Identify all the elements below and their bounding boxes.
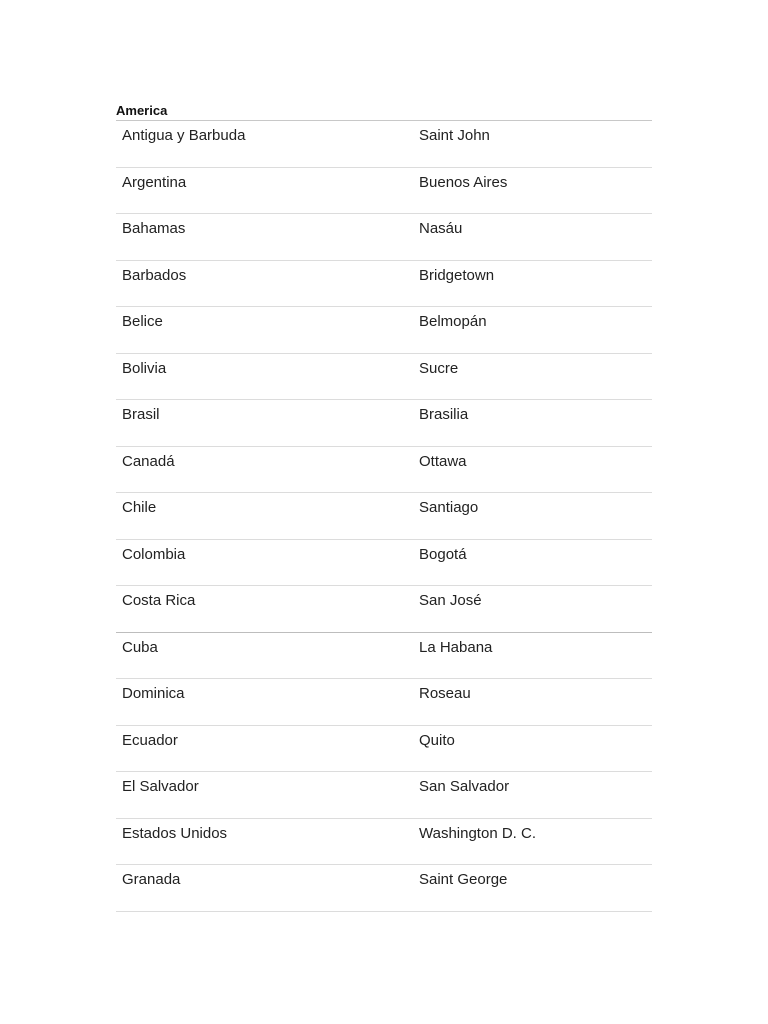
table-row [116,865,652,912]
document-page [116,102,652,912]
table-row [116,493,652,540]
capital-cell: Bogotá [419,545,467,563]
table-row [116,261,652,308]
capital-cell: Ottawa [419,452,467,470]
country-cell: Cuba [122,638,158,656]
capital-cell: Belmopán [419,313,487,330]
capital-cell: San José [419,592,482,609]
table-row [116,354,652,401]
country-cell: Dominica [122,685,185,702]
table-row [116,819,652,866]
country-cell: Bolivia [122,359,167,377]
country-cell: Costa Rica [122,592,196,609]
country-cell: Antigua y Barbuda [122,127,246,144]
countries-capitals-table [116,121,652,912]
section-title: America [116,102,652,121]
country-cell: Brasil [122,406,160,423]
capital-cell: Saint John [419,127,490,144]
table-row [116,121,652,168]
country-cell: Chile [122,499,157,516]
table-row [116,168,652,215]
capital-cell: Quito [419,731,455,749]
country-cell: Granada [122,871,181,888]
country-cell: Estados Unidos [122,824,228,842]
capital-cell: Washington D. C. [419,824,536,842]
capital-cell: San Salvador [419,778,510,795]
country-cell: Canadá [122,452,175,470]
country-cell: Barbados [122,266,187,284]
capital-cell: Buenos Aires [419,173,508,191]
table-row [116,307,652,354]
country-cell: Bahamas [122,220,186,237]
country-cell: Colombia [122,545,186,563]
table-row [116,540,652,587]
table-row [116,772,652,819]
table-row [116,633,652,680]
capital-cell: Bridgetown [419,266,495,284]
capital-cell: Nasáu [419,220,463,237]
capital-cell: Sucre [419,359,459,377]
capital-cell: Saint George [419,871,508,888]
table-row [116,726,652,773]
capital-cell: Santiago [419,499,479,516]
table-row [116,214,652,261]
table-row [116,400,652,447]
country-cell: Ecuador [122,731,178,749]
country-cell: El Salvador [122,778,199,795]
capital-cell: Roseau [419,685,471,702]
country-cell: Argentina [122,173,187,191]
capital-cell: Brasilia [419,406,469,423]
table-row [116,586,652,633]
country-cell: Belice [122,313,163,330]
capital-cell: La Habana [419,638,493,656]
table-row [116,447,652,494]
table-row [116,679,652,726]
